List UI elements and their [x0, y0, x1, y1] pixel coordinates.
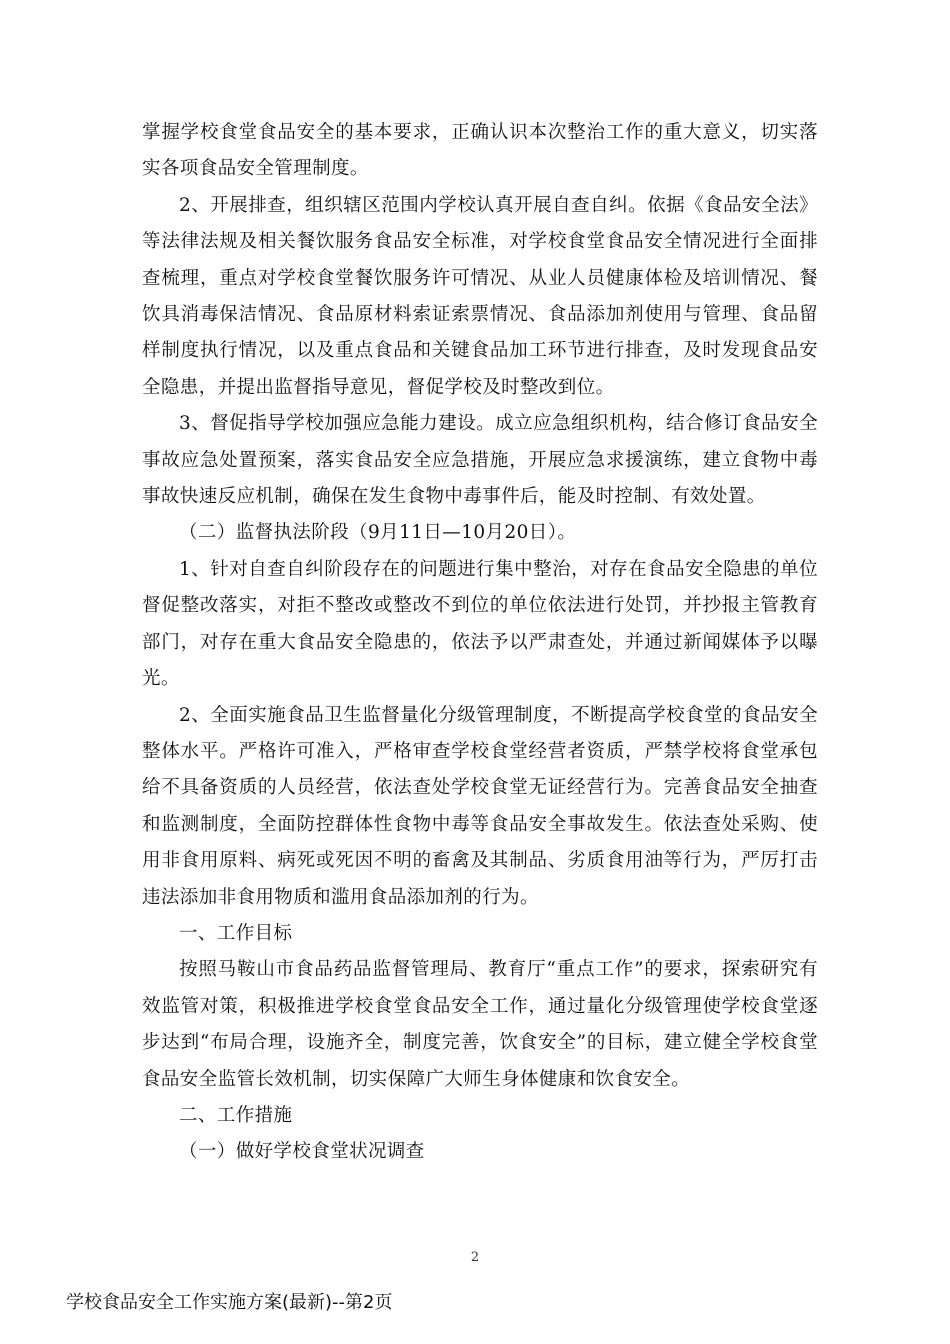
paragraph-rectification: 1、针对自查自纠阶段存在的问题进行集中整治，对存在食品安全隐患的单位督促整改落实，对拒不整改或整改不到位的单位依法进行处罚，并抄报主管教育部门，对存在重大食品安全隐患的，依法予以严肃查处，并通过新闻媒体予以曝光。: [142, 558, 818, 690]
footer-title: 学校食品安全工作实施方案(最新)--第2页: [66, 1292, 393, 1313]
heading-supervision-stage: （二）监督执法阶段（9月11日—10月20日）。: [179, 522, 577, 544]
document-body: [142, 115, 818, 1171]
paragraph-investigation: 2、开展排查，组织辖区范围内学校认真开展自查自纠。依据《食品安全法》等法律法规及相关餐饮服务食品安全标准，对学校食堂食品安全情况进行全面排查梳理，重点对学校食堂餐饮服务许可情况、从业人员健康体检及培训情况、餐饮具消毒保洁情况、食品原材料索证索票情况、食品添加剂使用与管理、食品留样制度执行情况，以及重点食品和关键食品加工环节进行排查，及时发现食品安全隐患，并提出监督指导意见，督促学校及时整改到位。: [142, 194, 818, 398]
heading-canteen-survey: （一）做好学校食堂状况调查: [179, 1141, 425, 1163]
page-number: 2: [470, 1250, 480, 1265]
heading-work-measures: 二、工作措施: [179, 1104, 293, 1126]
heading-work-goals: 一、工作目标: [179, 922, 293, 944]
paragraph-work-goals: 按照马鞍山市食品药品监督管理局、教育厅“重点工作”的要求，探索研究有效监管对策，积极推进学校食堂食品安全工作，通过量化分级管理使学校食堂逐步达到“布局合理，设施齐全，制度完善，饮食安全”的目标，建立健全学校食堂食品安全监管长效机制，切实保障广大师生身体健康和饮食安全。: [142, 959, 818, 1090]
paragraph-emergency: 3、督促指导学校加强应急能力建设。成立应急组织机构，结合修订食品安全事故应急处置预案，落实食品安全应急措施，开展应急求援演练，建立食物中毒事故快速反应机制，确保在发生食物中毒事件后，能及时控制、有效处置。: [142, 413, 818, 508]
paragraph-quantified-management: 2、全面实施食品卫生监督量化分级管理制度，不断提高学校食堂的食品安全整体水平。严格许可准入，严格审查学校食堂经营者资质，严禁学校将食堂承包给不具备资质的人员经营，依法查处学校食堂无证经营行为。完善食品安全抽查和监测制度，全面防控群体性食物中毒等食品安全事故发生。依法查处采购、使用非食用原料、病死或死因不明的畜禽及其制品、劣质食用油等行为，严厉打击违法添加非食用物质和滥用食品添加剂的行为。: [142, 704, 818, 908]
paragraph-continuation: 掌握学校食堂食品安全的基本要求，正确认识本次整治工作的重大意义，切实落实各项食品安全管理制度。: [142, 122, 818, 180]
